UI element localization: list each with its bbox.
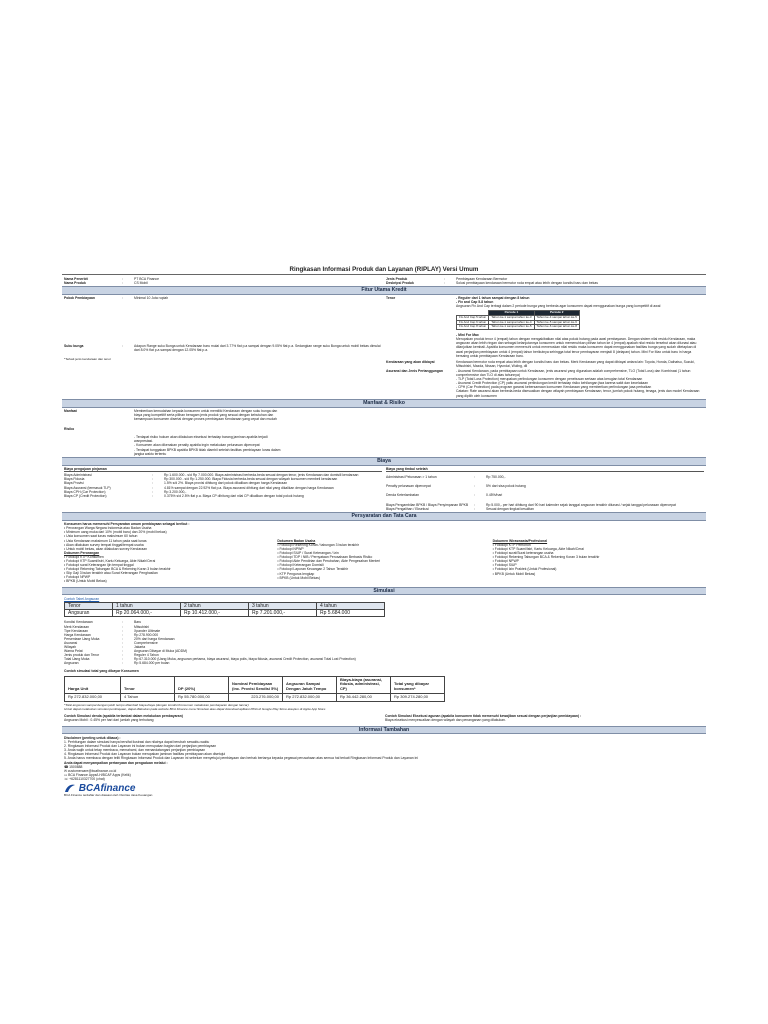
- nama-penerbit-label: Nama Penerbit: [64, 276, 88, 281]
- manfaat-content: [62, 408, 706, 458]
- mini-for-max-text: Merupakan produk tenor 4 (empat) tahun dengan mengakibatkan nilai atas pokok hutang pada awal pembayaran. Dengan sistem nilai residu Kendaraan, maka angsuran akan lebih ringan dan sebagai kelanjutannya konsumen untuk memenuhkan pilihan tahun ke 4 (empat) apakah nilai residu tersebut akan dilunasi atau dilanjutkan kembali. Apabila konsumen memenuhi untuk meneruskan nilai residu maka konsumen dapat menggunakan fasilitas bunga yang sudah ditetapkan di awal perjanjian pembiayaan untuk 4 (empat) tahun berikutnya sehingga total tenor pembayaran menjadi 8 (delapan) tahun. Mini For Max untuk baru in harga bersaing untuk pembiayaan Kendaraan baru.: [456, 337, 697, 358]
- asuransi-line: - TLP (Total Loss Protection) merupakan perlindungan konsumen dengan penebusan sertaan atas kerugian total Kendaraan: [456, 377, 643, 382]
- dokumen-item: • Fotokopi Izin Praktek (Untuk Profesional): [492, 567, 557, 572]
- persyaratan-intro: Konsumen harus memenuhi Persyaratan umum pembiayaan sebagai berikut :: [64, 522, 190, 527]
- angsuran-cell: Rp 20.064.000,-: [113, 610, 181, 617]
- tenor-line: Angsuran Fix And Cap terbagi dalam 2 periode bunga yang berbeda agar konsumen dapat menggunakan bunga yang kompetitif di awal: [456, 304, 661, 309]
- risiko-line: - Terdapat risiko hukum akan dilakukan eksekusi terhadap barang jaminan apabila terjadi wanprestasi.: [134, 435, 268, 444]
- riplay-document: [62, 266, 706, 797]
- eksekusi-simulasi-title: Contoh Simulasi Eksekusi agunan (apabila konsumen tidak memenuhi kewajiban sesuai dengan perjanjian pembiayaan) :: [385, 714, 582, 719]
- risiko-line: - Terdapat tunggakan BPKB apabila BPKB tidak diambil setelah fasilitas pembiayaan lunas dalam jangka waktu tertentu: [134, 447, 281, 456]
- dokumen-item: • Fotokopi NPWP: [64, 575, 91, 580]
- persyaratan-item: • Akan dilakukan survey tempat tinggal/tempat usaha: [64, 542, 144, 547]
- dokumen-item: • Fotokopi KTP Pemohon: [492, 542, 531, 547]
- dokumen-item: • Fotokopi NPWP: [492, 559, 519, 564]
- section-manfaat-risiko: Manfaat & Risiko: [62, 399, 706, 407]
- persyaratan-item: • Usia konsumen saat lunas maksimum 60 tahun: [64, 534, 138, 539]
- deskripsi-produk-label: Deskripsi Produk: [386, 280, 414, 285]
- section-fitur-utama: Fitur Utama Kredit: [62, 286, 706, 294]
- tenor-cell: 3 tahun: [249, 603, 317, 610]
- simulasi-note: Untuk dapat melakukan simulasi pembiayaan, dapat dilakukan pada website BCA Finance menu Simulasi atau dapat download aplikasi PINA di Google Play Store ataupun di Apple App Store: [64, 706, 326, 711]
- simulasi-total-title: Contoh simulasi total yang dibayar Konsumen: [64, 669, 139, 674]
- biaya-value: 4.81% sampai dengan 22.92% flat p.a. Biaya asuransi dihitung dari nilai yang dikalikan dengan harga Kendaraan: [164, 485, 334, 490]
- persyaratan-item: • Minimum uang muka dari 10% (mobil baru) dan 20% (mobil bekas): [64, 530, 167, 535]
- tenor-line: - Reguler dari 1 tahun sampai dengan 8 tahun: [456, 296, 530, 301]
- biaya-value: 0.375% s/d 2.5% flat p.a. Biaya CP dihitung dari nilai CP dikalikan dengan total pokok hutang: [164, 493, 304, 498]
- biaya-label: Biaya Fidusia: [64, 477, 85, 482]
- risiko-line: - Konsumen akan dikenakan penalty apabila ingin melakukan pelunasan dipercepat: [134, 443, 260, 448]
- nama-produk-label: Nama Produk: [64, 280, 86, 285]
- disclaimer-line: 3. Anda wajib untuk tetap membaca, memahami, dan menandatangani perjanjian pembiayaan: [64, 748, 206, 753]
- biaya-label: Administrasi Pelunasan > 1 tahun: [386, 475, 437, 480]
- dokumen-item: • Fotokopi TDP / NIB / Pernyataan Perusahaan Berbasis Risiko: [277, 555, 373, 560]
- mini-for-max-title: - Mini For Max: [456, 333, 479, 338]
- section-persyaratan: Persyaratan dan Tata Cara: [62, 512, 706, 520]
- biaya-label: Biaya Provisi: [64, 481, 84, 486]
- denda-simulasi-text: Angsuran Mobil : 0.45% per hari dari jumlah yang terhutang: [64, 718, 154, 723]
- suku-bunga-note: *Terkait jenis kendaraan dan tenor: [64, 357, 111, 362]
- angsuran-cell: Rp 10.412.000,-: [181, 610, 249, 617]
- biaya-value: 0.45%/hari: [486, 493, 503, 498]
- biaya-value: Rp 300.000 - s/d Rp 1.250.000. Biaya Fidusia berbeda-beda sesuai dengan wilayah konsumen membeli kendaraan: [164, 477, 338, 482]
- disclaimer-line: 2. Ringkasan Informasi Produk dan Layanan ini bukan merupakan bagian dari perjanjian pembiayaan: [64, 744, 217, 749]
- denda-simulasi-title: Contoh Simulasi denda (apabila terlambat dalam melakukan pembayaran): [64, 714, 183, 719]
- dokumen-item: • Fotokopi KTP Konsumen: [64, 554, 104, 559]
- bca-finance-logo-text: BCAfinance: [78, 782, 136, 794]
- dokumen-item: • Slip Gaji 3 bulan terakhir atau Surat Keterangan Penghasilan: [64, 571, 158, 576]
- informasi-content: [62, 734, 706, 799]
- asuransi-line: - CPH (Car Protection) pada program garansi kebersamaan konsumen Kendaraan yang memberikan perlindungan jasa perbaikan: [456, 385, 652, 390]
- fitur-content: Pokok Pembiayaan : Minimal 10 Juta rupiah Suku bunga : Adapun Range suku Bunga untuk Kendaraan baru mulai dari 3.77% flat p.a sampai dengan 9.05% flat p.a. Sedangkan range suku Bunga untuk mobil bekas dimulai dari 8.0% flat p.a sampai dengan 12.05% flat p.a. *Terkait jenis kendaraan dan tenor Tenor - Reguler dari 1 tahun sampai dengan 8 tahun - Fix and Cap 5-8 tahun Angsuran Fix And Cap terbagi dalam 2 periode bunga yang berbeda agar konsumen dapat menggunakan bunga yang kompetitif di awal Periode 1 Periode 2 Fix And Cap 5 tahun Tahun ke-1 sampai tahun ke-3 Tahun ke-4 sampai tahun ke-5 Fix And Cap 6 tahun Tahun ke-1 sampai tahun ke-4 Tahun ke-5 sampai tahun ke-6 Fix And Cap 8 tahun Tahun ke-1 sampai tahun ke-5 Tahun ke-6 sampai tahun ke-8 - Mini For Max Merupakan produk tenor 4 (empat) tahun dengan mengakibatkan nilai atas pokok hutang pada awal pembayaran. Dengan sistem nilai residu Kendaraan, maka angsuran akan lebih ringan dan sebagai kelanjutannya konsumen untuk memenuhkan pilihan tahun ke 4 (empat) apakah nilai residu tersebut akan dilunasi atau dilanjutkan kembali. Apabila konsumen memenuhi untuk meneruskan nilai residu maka konsumen dapat menggunakan fasilitas bunga yang sudah ditetapkan di awal perjanjian pembiayaan untuk 4 (empat) tahun berikutnya sehingga total tenor pembayaran menjadi 8 (delapan) tahun. Mini For Max untuk baru in harga bersaing untuk pembiayaan Kendaraan baru. Kendaraan yang akan dibiayai Kendaraan bermotor roda empat atau lebih dengan kondisi baru dan bekas. Merk Kendaraan yang dapat dibiayai antara lain: Toyota, Honda, Daihatsu, Suzuki, Mitsubishi, Mazda, Nissan, Hyundai, Wuling, dll Asuransi dan Jenis Pertanggungan - Asuransi Kendaraan, pada pembiayaan untuk Kendaraan, jenis asuransi yang digunakan adalah comprehensive, TLO (Total Loss) dan Kombinasi (1 tahun comprehensive dan TLO di atas tahunnya) - TLP (Total Loss Protection) merupakan perlindungan konsumen dengan penebusan sertaan atas kerugian total Kendaraan - Asuransi Credit Protection (CP) yaitu asuransi perlindungan kredit terhadap risiko kehilangan jiwa karena sakit dan kecelakaan - CPH (Car Protection) pada program garansi kebersamaan konsumen Kendaraan yang memberikan perlindungan jasa perbaikan Catatan: Rate asuransi akan berbeda-beda disesuaikan dengan wilayah pembiayaan Kendaraan, tenor, jumlah pokok hutang, tenaga, jenis dan model Kendaraan yang dipilih oleh konsumen: [62, 295, 706, 400]
- tenor-header: Tenor: [65, 603, 113, 610]
- contact-email: ✉ customercare@bcafinance.co.id: [64, 768, 117, 773]
- dokumen-item: • BPKB (Untuk Mobil Bekas): [64, 579, 107, 584]
- asuransi-line: - Asuransi Credit Protection (CP) yaitu asuransi perlindungan kredit terhadap risiko kehilangan jiwa karena sakit dan kecelakaan: [456, 381, 649, 386]
- dokumen-item: • Fotokopi Laporan Keuangan 2 Tahun Terakhir: [277, 567, 349, 572]
- periode-table: [456, 310, 580, 330]
- dokumen-item: • Fotokopi Rekening Tabungan BCA & Rekening Koran 3 bulan terakhir: [492, 555, 600, 560]
- simulasi-content: [62, 595, 706, 724]
- kendaraan-label: Kendaraan yang akan dibiayai: [386, 359, 435, 364]
- asuransi-label: Asuransi dan Jenis Pertanggungan: [386, 368, 443, 373]
- dokumen-item: • Fotokopi KTP Suami/Istri, Kartu Keluarga, Akte Nikah/Cerai: [64, 558, 156, 563]
- tenor-cell: 4 tahun: [317, 603, 385, 610]
- dokumen-item: • Fotokopi SIUP: [492, 563, 517, 568]
- disclaimer-line: 4. Ringkasan Informasi Produk dan Layanan bukan merupakan jaminan fasilitas pembiayaan akan disetujui: [64, 752, 226, 757]
- persyaratan-content: [62, 521, 706, 585]
- dokumen-item: • Fotokopi Rekening Koran / tabungan 3 bulan terakhir: [277, 542, 360, 547]
- dokumen-item: • KTP Pengurus lengkap: [277, 571, 315, 576]
- pokok-label: Pokok Pembiayaan: [64, 296, 95, 301]
- nama-produk-value: CS Mobil: [134, 280, 148, 285]
- biaya-label: Denda Keterlambatan: [386, 493, 419, 498]
- periode-row: Fix And Cap 8 tahun Tahun ke-1 sampai tahun ke-5 Tahun ke-6 sampai tahun ke-8: [457, 325, 580, 330]
- dokumen-perorangan-title: Dokumen Perorangan: [64, 550, 100, 555]
- biaya-label: Biaya CPH (Car Protection): [64, 489, 106, 494]
- biaya-value: 5% dari sisa pokok hutang: [486, 484, 526, 489]
- suku-bunga-value: Adapun Range suku Bunga untuk Kendaraan baru mulai dari 3.77% flat p.a sampai dengan 9.05% flat p.a. Sedangkan range suku Bunga untuk mobil bekas dimulai dari 8.0% flat p.a sampai dengan 12.05% flat p.a.: [134, 344, 381, 353]
- biaya-pengajuan-title: Biaya pengajuan pinjaman: [64, 467, 382, 472]
- manfaat-value: Memberikan kemudahan kepada konsumen untuk memiliki Kendaraan dengan suku bunga dan biaya yang kompetitif serta pilihan beragam jenis produk yang sesuai dengan kebutuhan dan kemampuan konsumen disertai dengan proses pembiayaan Kendaraan yang cepat dan mudah: [134, 409, 278, 422]
- biaya-value: Rp 5.000,- per hari dihitung dari 90 hari kalender sejak tanggal angsuran terakhir dilunasi / sejak tanggal pelunasan dipercepat: [486, 502, 676, 507]
- dokumen-item: • BPKB (Untuk Mobil Bekas): [277, 575, 320, 580]
- biaya-content: Biaya pengajuan pinjaman Biaya Administrasi : Rp 1.600.000 - s/d Rp 7.000.000. Biaya administrasi berbeda-beda sesuai dengan tenor, jenis Kendaraan dan domisili kendaraan Biaya Fidusia : Rp 300.000 - s/d Rp 1.250.000. Biaya Fidusia berbeda-beda sesuai dengan wilayah konsumen membeli kendaraan Biaya Provisi : 1.5% s/d 2%. Biaya provisi dihitung dari pokok dikalikan dengan harga Kendaraan Biaya Asuransi (termasuk TLP) : 4.81% sampai dengan 22.92% flat p.a. Biaya asuransi dihitung dari nilai yang dikalikan dengan harga Kendaraan Biaya CPH (Car Protection) : Rp 3.200.000,- Biaya CP (Credit Protection) : 0.375% s/d 2.5% flat p.a. Biaya CP dihitung dari nilai CP dikalikan dengan total pokok hutang Biaya yang timbul setelah Administrasi Pelunasan > 1 tahun : Rp 750.000,- Penalty pelunasan dipercepat : 5% dari sisa pokok hutang Denda Keterlambatan : 0.45%/hari Biaya Pengambilan BPKB / Biaya Penyimpanan BPKB : Rp 5.000,- per hari dihitung dari 90 hari kalender sejak tanggal angsuran terakhir dilunasi / sejak tanggal pelunasan dipercepat Biaya Pengalihan / Eksekusi : Sesuai dengan tingkat kesulitan: [62, 466, 706, 513]
- simulasi-total-table: Harga Unit Tenor DP (20%) Nominal Pembiayaan (inc. Provisi Sendisi 5%) Angsuran Sampai Dengan Jatuh Tempo Biaya-biaya (asuransi, fidusia, administrasi, CP) Total yang dibayar konsumen* Rp 272.832.000,00 4 Tahun Rp 55.780.000,00 223.276.000,00 Rp 272.832.000,00 Rp 36.442.280,00 Rp 309.274.280,00: [64, 676, 445, 702]
- tenor-cell: 2 tahun: [181, 603, 249, 610]
- dokumen-badan-usaha-title: Dokumen Badan Usaha: [277, 538, 316, 543]
- jenis-produk-label: Jenis Produk: [386, 276, 408, 281]
- dokumen-item: • Fotokopi Keterangan Domisili: [277, 563, 324, 568]
- deskripsi-produk-value: Solusi pembiayaan kendaraan bermotor roda empat atau lebih dengan kondisi baru dan bekas: [456, 280, 598, 285]
- biaya-label: Biaya Pengambilan BPKB / Biaya Penyimpanan BPKB: [386, 502, 469, 507]
- dokumen-item: • Fotokopi surat/Surat keterangan usaha: [492, 551, 554, 556]
- biaya-label: Biaya Asuransi (termasuk TLP): [64, 485, 111, 490]
- bca-logo-icon: [64, 784, 76, 793]
- dokumen-item: • Fotokopi NPWP: [277, 546, 304, 551]
- dokumen-wiraswasta-title: Dokumen Wiraswasta/Profesional: [492, 538, 548, 543]
- ojk-footer: BCA Finance terdaftar dan diawasi oleh Otoritas Jasa Keuangan: [64, 792, 153, 797]
- disclaimer-title: Disclaimer (penting untuk dibaca) :: [64, 735, 121, 740]
- nama-penerbit-value: PT BCA Finance: [134, 276, 160, 281]
- dokumen-item: • Fotokopi Akte Pendirian dan Perubahan, Akte Pengesahan Menteri: [277, 559, 381, 564]
- angsuran-cell: Rp 5.684.000: [317, 610, 385, 617]
- angsuran-cell: Rp 7.201.000,-: [249, 610, 317, 617]
- biaya-setelah-title: Biaya yang timbul setelah: [386, 467, 704, 472]
- biaya-label: Biaya Administrasi: [64, 473, 92, 478]
- asuransi-line: - Asuransi Kendaraan, pada pembiayaan untuk Kendaraan, jenis asuransi yang digunakan adalah comprehensive, TLO (Total Loss) dan Kombinasi (1 tahun comprehensive dan TLO di atas tahunnya): [456, 368, 691, 378]
- document-title: Ringkasan Informasi Produk dan Layanan (RIPLAY) Versi Umum: [62, 266, 706, 275]
- angsuran-header: Angsuran: [65, 610, 113, 617]
- biaya-value: Rp 1.600.000 - s/d Rp 7.000.000. Biaya administrasi berbeda-beda sesuai dengan tenor, jenis Kendaraan dan domisili kendaraan: [164, 473, 359, 478]
- section-informasi-tambahan: Informasi Tambahan: [62, 726, 706, 734]
- periode-header: Periode 1: [489, 311, 534, 316]
- jenis-produk-value: Pembiayaan Kendaraan Bermotor: [456, 276, 508, 281]
- contoh-tabel-label: Contoh Tabel Angsuran: [64, 596, 100, 601]
- persyaratan-item: • Usia Kendaraan maksimum 11 tahun pada saat lunas: [64, 538, 147, 543]
- manfaat-label: Manfaat: [64, 409, 77, 413]
- tenor-line: - Fix and Cap 5-8 tahun: [456, 300, 494, 305]
- disclaimer-line: 5. Anda harus membaca dengan teliti Ringkasan Informasi Produk dan Layanan ini sebelum menyetujui pembiayaan dan berhak bertanya kepada pegawai perusahaan atas semua hal terkait Ringkasan Informasi Produk dan Layanan ini: [64, 756, 418, 761]
- dokumen-item: • Fotokopi KTP Suami/Istri, Kartu Keluarga, Akte Nikah/Cerai: [492, 546, 584, 551]
- periode-header: Periode 2: [534, 311, 579, 316]
- section-simulasi: Simulasi: [62, 587, 706, 595]
- contact-phone: ☎ 1500888: [64, 764, 83, 769]
- persyaratan-item: • Perorangan Warga Negara Indonesia atau Badan Usaha: [64, 526, 152, 531]
- simulasi-note: *Total angsuran sampai dengan jatuh tempo ditambah biaya-biaya (dengan kondisi Konsumen melakukan pembayaran dengan lancar): [64, 702, 249, 707]
- asuransi-line: Catatan: Rate asuransi akan berbeda-beda disesuaikan dengan wilayah pembiayaan Kendaraan, tenor, jumlah pokok hutang, tenaga, jenis dan model Kendaraan yang dipilih oleh konsumen: [456, 389, 700, 398]
- section-biaya: Biaya: [62, 457, 706, 465]
- periode-row: Fix And Cap 5 tahun Tahun ke-1 sampai tahun ke-3 Tahun ke-4 sampai tahun ke-5: [457, 316, 580, 321]
- disclaimer-line: 1. Perhitungan dalam simulasi hanya bersifat ilustrasi dan nilainya dapat berubah sewaktu-waktu: [64, 740, 210, 745]
- product-header: Nama Penerbit : PT BCA Finance Nama Produk : CS Mobil Jenis Produk : Pembiayaan Kendaraan Bermotor Deskripsi Produk : Solusi pembiayaan kendaraan bermotor roda empat atau lebih dengan kondisi baru dan bekas: [62, 275, 706, 286]
- biaya-value: Sesuai dengan tingkat kesulitan: [486, 506, 534, 511]
- contact-app: ▭ BCA Finance Apps/LH/BCAF Apps (Kelik): [64, 772, 131, 777]
- simulasi-total-row: Rp 272.832.000,00 4 Tahun Rp 55.780.000,00 223.276.000,00 Rp 272.832.000,00 Rp 36.442.280,00 Rp 309.274.280,00: [65, 693, 445, 701]
- tenor-label: Tenor: [386, 296, 396, 301]
- dokumen-item: • Fotokopi Rekening Tabungan BCA & Rekening Koran 3 bulan terakhir: [64, 567, 171, 572]
- kendaraan-value: Kendaraan bermotor roda empat atau lebih dengan kondisi baru dan bekas. Merk Kendaraan yang dapat dibiayai antara lain: Toyota, Honda, Daihatsu, Suzuki, Mitsubishi, Mazda, Nissan, Hyundai, Wuling, dll: [456, 359, 695, 368]
- dokumen-item: • Fotokopi SIUP / Surat Keterangan / Izin: [277, 551, 339, 556]
- eksekusi-simulasi-text: Biaya eksekusi menyesuaikan dengan wilayah dan penanganan yang dilakukan.: [385, 718, 506, 723]
- simulasi-details: Kondisi Kendaraan : Baru Merk Kendaraan : Mitsubishi Tipe Kendaraan : Xpander Ultimate Harga Kendaraan : Rp 278.900.000 Persentase Uang Muka : 20% dari harga Kendaraan Asuransi : Comprehensive Wilayah : Jakarta Warna Pelat : Angsuran Dibayar di Muka (ADDM) Jenis produk dan Tenor : Reguler 4 Tahun Total Uang Muka : Rp 67.310.000 (Uang Muka, angsuran pertama, biaya asuransi, biaya polis, biaya fidusia, asuransi Credit Protection, asuransi Total Lost Protection) Angsuran : Rp 5.684.000 per bulan: [64, 620, 356, 666]
- biaya-value: Rp 3.200.000,-: [164, 489, 187, 494]
- tenor-cell: 1 tahun: [113, 603, 181, 610]
- biaya-label: Penalty pelunasan dipercepat: [386, 484, 431, 489]
- contact-chat: ☏ +6281110327700 (chat): [64, 776, 105, 781]
- contact-title: Anda dapat menyampaikan pertanyaan dan pengaduan melalui :: [64, 760, 168, 765]
- persyaratan-item: • Untuk mobil bekas, akan dilakukan survey Kendaraan: [64, 546, 147, 551]
- biaya-value: 1.5% s/d 2%. Biaya provisi dihitung dari pokok dikalikan dengan harga Kendaraan: [164, 481, 288, 486]
- suku-bunga-label: Suku bunga: [64, 344, 84, 349]
- risiko-label: Risiko: [64, 427, 75, 432]
- pokok-value: Minimal 10 Juta rupiah: [134, 296, 169, 301]
- biaya-label: Biaya CP (Credit Protection): [64, 493, 107, 498]
- periode-row: Fix And Cap 6 tahun Tahun ke-1 sampai tahun ke-4 Tahun ke-5 sampai tahun ke-6: [457, 320, 580, 325]
- dokumen-item: • BPKB (Untuk Mobil Bekas): [492, 571, 536, 576]
- biaya-label: Biaya Pengalihan / Eksekusi: [386, 506, 429, 511]
- dokumen-item: • Fotokopi surat Keterangan Ijin tempat tinggal: [64, 563, 134, 568]
- biaya-value: Rp 750.000,-: [486, 475, 506, 480]
- angsuran-table: [64, 602, 385, 617]
